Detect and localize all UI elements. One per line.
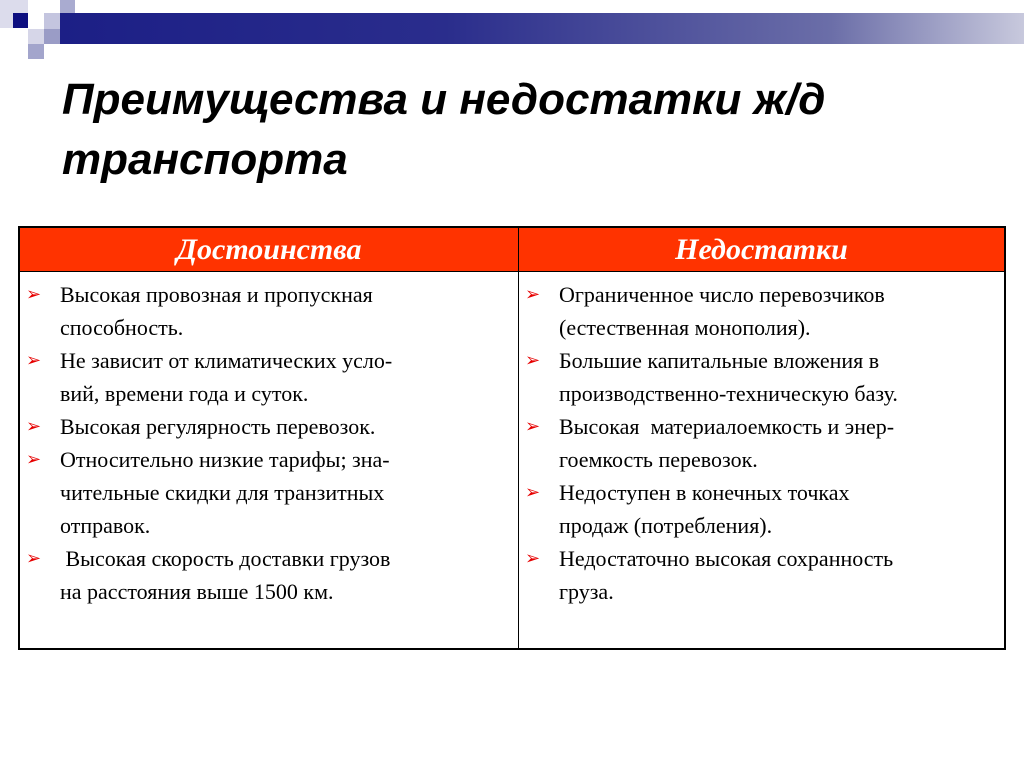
list-item	[26, 278, 510, 344]
title-line: транспорта	[62, 135, 348, 184]
item-text-line: чительные скидки для транзитных	[60, 480, 385, 505]
item-text-line: Ограниченное число перевозчиков	[559, 282, 885, 307]
item-text-line: способность.	[60, 315, 184, 340]
item-text	[60, 344, 392, 410]
comparison-table	[18, 226, 1006, 650]
item-text	[559, 476, 850, 542]
item-text-line: Высокая провозная и пропускная	[60, 282, 373, 307]
list-item	[26, 443, 510, 542]
decor-square-light-2	[44, 13, 60, 29]
arrow-bullet-icon: ➢	[26, 350, 42, 370]
item-text	[559, 410, 894, 476]
item-text-line: груза.	[559, 579, 614, 604]
arrow-bullet-icon: ➢	[26, 548, 42, 568]
item-text	[60, 443, 390, 542]
advantages-header: Достоинства	[20, 228, 518, 272]
item-text-line: Недоступен в конечных точках	[559, 480, 850, 505]
item-text	[559, 278, 885, 344]
list-item	[26, 344, 510, 410]
item-text-line: Не зависит от климатических усло-	[60, 348, 393, 373]
arrow-bullet-icon: ➢	[525, 350, 541, 370]
list-item	[525, 476, 996, 542]
advantages-column	[20, 228, 519, 648]
item-text	[559, 344, 898, 410]
list-item	[26, 542, 510, 608]
decor-square-light-6	[28, 44, 44, 59]
slide-title	[62, 70, 962, 190]
arrow-bullet-icon: ➢	[525, 284, 541, 304]
advantages-list	[20, 272, 518, 608]
decor-square-light-5	[44, 29, 60, 44]
arrow-bullet-icon: ➢	[26, 449, 42, 469]
decor-square-light-4	[28, 29, 44, 44]
item-text-line: отправок.	[60, 513, 151, 538]
disadvantages-column	[519, 228, 1004, 648]
item-text-line: продаж (потребления).	[559, 513, 773, 538]
item-text-line: Недостаточно высокая сохранность	[559, 546, 894, 571]
list-item	[26, 410, 510, 443]
item-text	[60, 278, 373, 344]
item-text	[559, 542, 893, 608]
arrow-bullet-icon: ➢	[525, 416, 541, 436]
arrow-bullet-icon: ➢	[26, 284, 42, 304]
header-gradient-bar	[60, 13, 1024, 44]
item-text-line: Относительно низкие тарифы; зна-	[60, 447, 390, 472]
item-text-line: вий, времени года и суток.	[60, 381, 309, 406]
item-text-line: на расстояния выше 1500 км.	[60, 579, 334, 604]
list-item	[525, 344, 996, 410]
decor-square-dark	[13, 13, 28, 28]
arrow-bullet-icon: ➢	[525, 548, 541, 568]
disadvantages-list	[519, 272, 1004, 608]
item-text	[60, 542, 390, 608]
item-text	[60, 410, 375, 443]
list-item	[525, 542, 996, 608]
item-text-line: Высокая регулярность перевозок.	[60, 414, 376, 439]
item-text-line: производственно-техническую базу.	[559, 381, 898, 406]
list-item	[525, 278, 996, 344]
item-text-line: Высокая материалоемкость и энер-	[559, 414, 895, 439]
arrow-bullet-icon: ➢	[525, 482, 541, 502]
list-item	[525, 410, 996, 476]
arrow-bullet-icon: ➢	[26, 416, 42, 436]
title-line: Преимущества и недостатки ж/д	[62, 75, 826, 124]
item-text-line: Высокая скорость доставки грузов	[60, 546, 391, 571]
item-text-line: Большие капитальные вложения в	[559, 348, 880, 373]
item-text-line: гоемкость перевозок.	[559, 447, 758, 472]
item-text-line: (естественная монополия).	[559, 315, 811, 340]
disadvantages-header: Недостатки	[519, 228, 1004, 272]
